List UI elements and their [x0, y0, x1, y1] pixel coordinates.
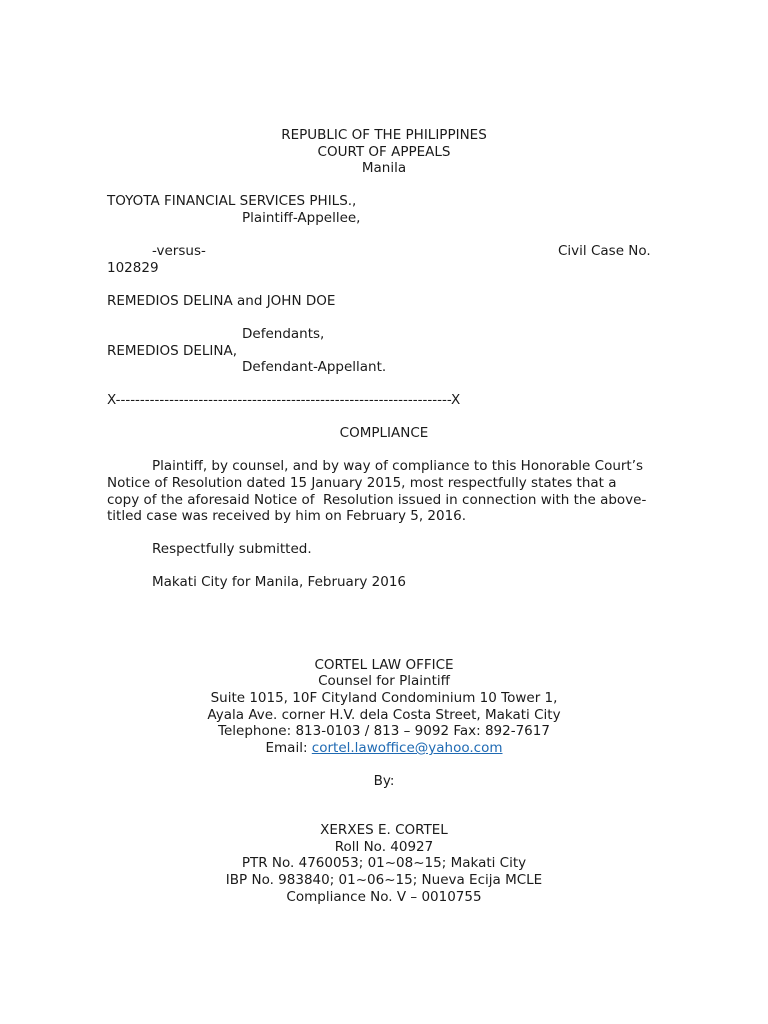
counsel-role: Counsel for Plaintiff	[318, 673, 450, 689]
closing-text: Respectfully submitted.	[152, 541, 312, 557]
mcle-compliance: Compliance No. V – 0010755	[286, 889, 482, 905]
republic-heading: REPUBLIC OF THE PHILIPPINES	[281, 127, 487, 143]
law-office-name: CORTEL LAW OFFICE	[314, 657, 454, 673]
ptr-number: PTR No. 4760053; 01~08~15; Makati City	[241, 855, 527, 871]
email-link[interactable]: cortel.lawoffice@yahoo.com	[311, 740, 503, 756]
caption-separator: X---------------------------------------------------------------------X	[107, 392, 461, 408]
case-number-label: Civil Case No.	[558, 243, 651, 259]
roll-number: Roll No. 40927	[334, 839, 434, 855]
by-label: By:	[373, 773, 395, 789]
defendants-names: REMEDIOS DELINA and JOHN DOE	[107, 293, 336, 309]
place-date: Makati City for Manila, February 2016	[152, 574, 407, 590]
paragraph-line: titled case was received by him on February 5, 2016.	[107, 508, 467, 524]
email-line	[0, 740, 768, 757]
address-line-1: Suite 1015, 10F Cityland Condominium 10 Tower 1,	[210, 690, 558, 706]
appellant-role: Defendant-Appellant.	[242, 359, 387, 375]
plaintiff-name: TOYOTA FINANCIAL SERVICES PHILS.,	[107, 193, 357, 209]
court-heading: COURT OF APPEALS	[317, 144, 451, 160]
city-heading: Manila	[361, 160, 407, 176]
paragraph-line: Notice of Resolution dated 15 January 2015, most respectfully states that a	[107, 475, 617, 491]
ibp-number: IBP No. 983840; 01~06~15; Nueva Ecija MCLE	[225, 872, 543, 888]
plaintiff-role: Plaintiff-Appellee,	[242, 210, 361, 226]
signatory-name: XERXES E. CORTEL	[320, 822, 448, 838]
case-number-value: 102829	[107, 260, 159, 276]
document-title: COMPLIANCE	[339, 425, 429, 441]
paragraph-line: copy of the aforesaid Notice of Resolution issued in connection with the above-	[107, 492, 647, 508]
appellant-name: REMEDIOS DELINA,	[107, 343, 238, 359]
defendants-role: Defendants,	[242, 326, 325, 342]
address-line-2: Ayala Ave. corner H.V. dela Costa Street, Makati City	[207, 707, 561, 723]
versus-label: -versus-	[152, 243, 206, 259]
telephone-fax: Telephone: 813-0103 / 813 – 9092 Fax: 892-7617	[218, 723, 550, 739]
email-label: Email:	[265, 740, 312, 756]
paragraph-line: Plaintiff, by counsel, and by way of compliance to this Honorable Court’s	[152, 458, 644, 474]
